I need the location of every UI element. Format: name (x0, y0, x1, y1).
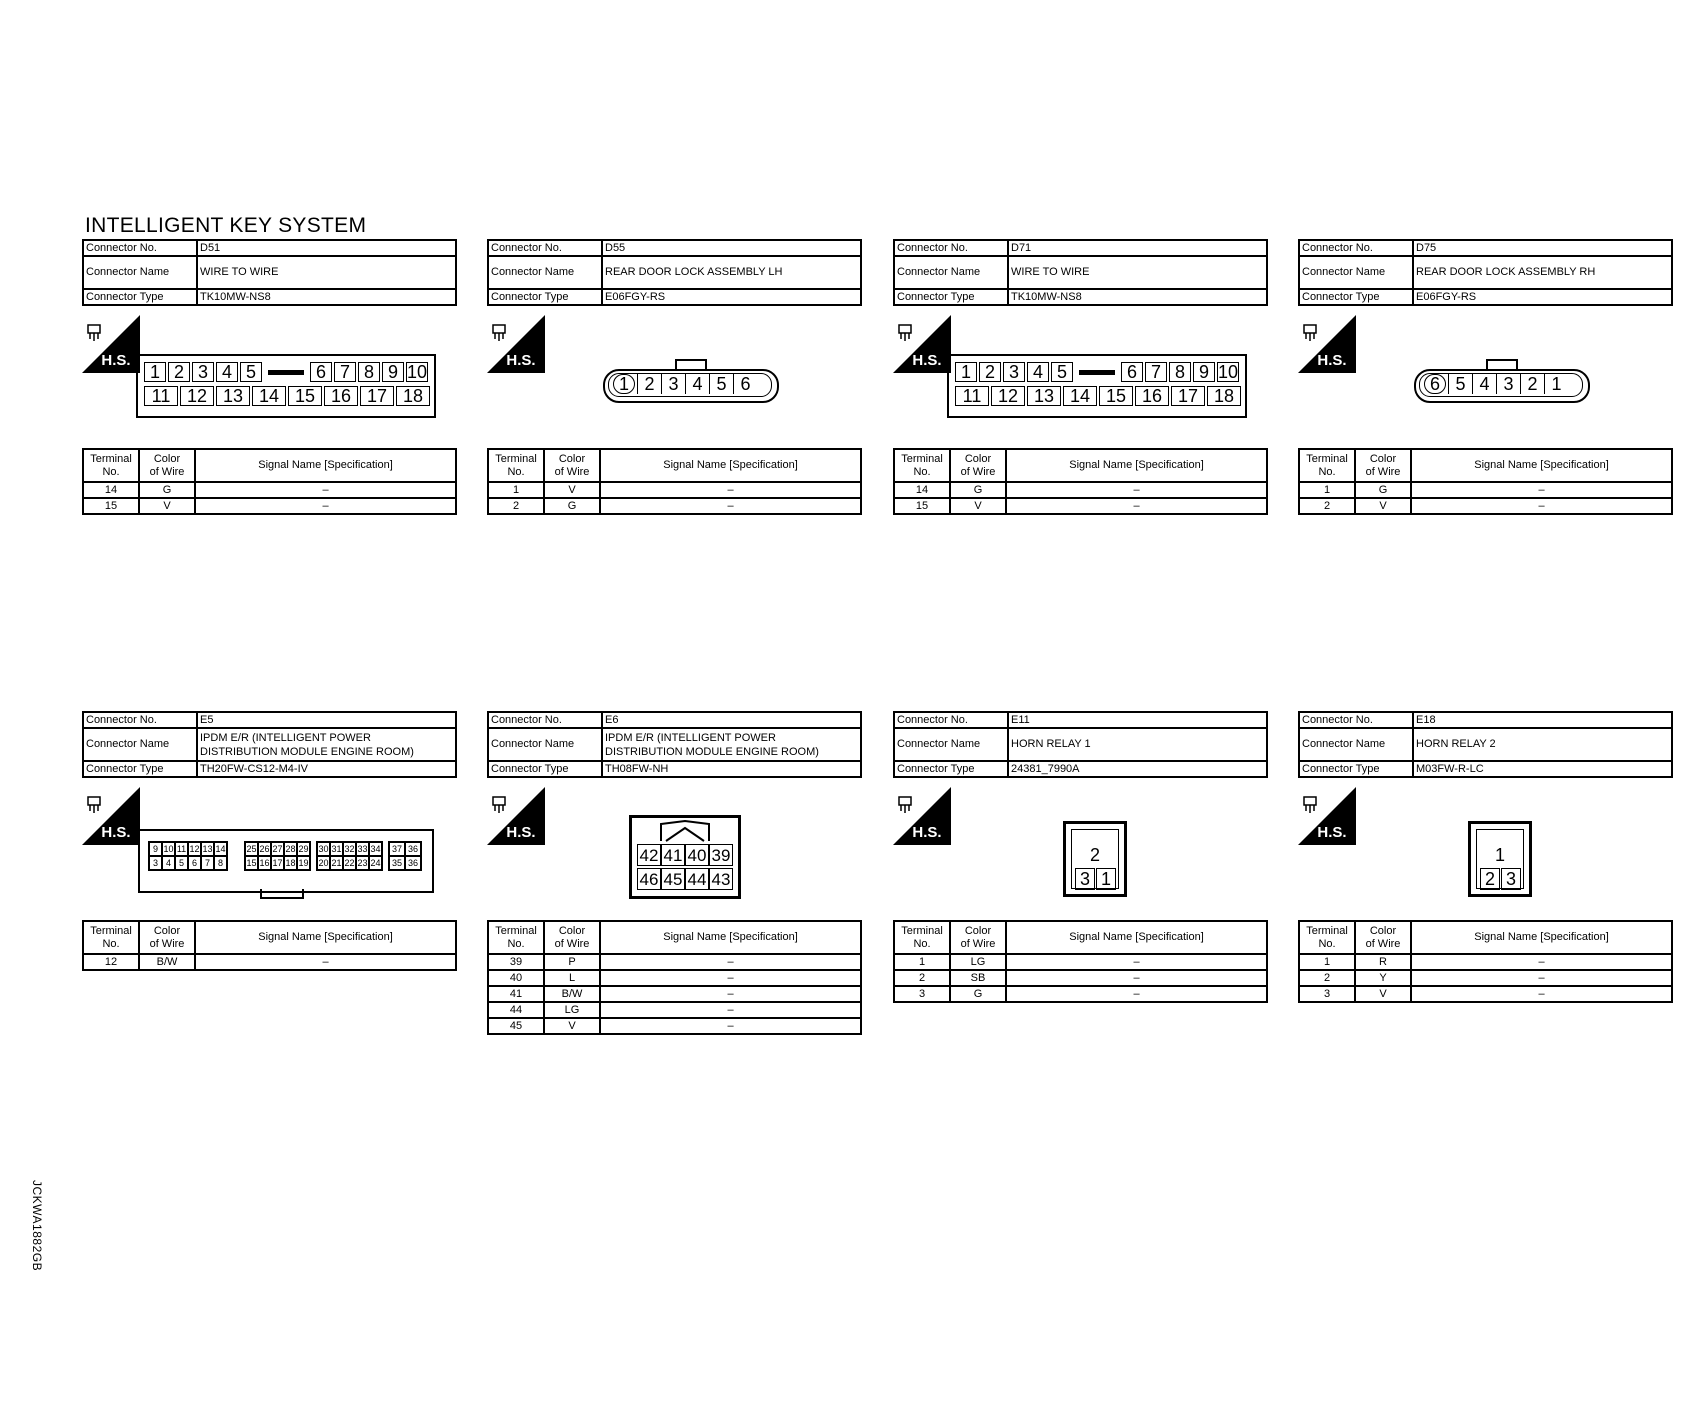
pin: 13 (216, 386, 250, 406)
pin: 3 (192, 362, 214, 382)
connector-block-d55 (487, 239, 862, 512)
pin: 6 (310, 362, 332, 382)
table-row: 2 V – (1299, 498, 1672, 514)
connector-no: E11 (1008, 712, 1267, 728)
pin: 1 (1544, 374, 1568, 394)
svg-text:H.S.: H.S. (912, 352, 942, 369)
harness-side-icon (1298, 787, 1356, 845)
pin-group: 37 36 35 36 (388, 841, 422, 871)
svg-text:H.S.: H.S. (912, 824, 942, 841)
table-row: 14 G – (894, 482, 1267, 498)
connector-name: REAR DOOR LOCK ASSEMBLY LH (602, 256, 861, 289)
table-row: 39 P – (488, 954, 861, 970)
table-row: 2 G – (488, 498, 861, 514)
pin: 2 (168, 362, 190, 382)
pin: 2 (1480, 868, 1500, 890)
pin: 17 (1171, 386, 1205, 406)
connector-block-d71 (893, 239, 1268, 512)
table-row: 15 V – (83, 498, 456, 514)
connector-face-3pin (1468, 821, 1532, 897)
pin: 11 (144, 386, 178, 406)
connector-name: WIRE TO WIRE (197, 256, 456, 289)
connector-face-3pin (1063, 821, 1127, 897)
pin: 1 (955, 362, 977, 382)
connector-face-36pin (138, 829, 434, 893)
locking-tab (660, 820, 710, 842)
connector-name: IPDM E/R (INTELLIGENT POWER DISTRIBUTION MODULE ENGINE ROOM) (197, 728, 456, 761)
connector-type: TK10MW-NS8 (1008, 289, 1267, 305)
page-title: INTELLIGENT KEY SYSTEM (85, 214, 367, 237)
table-row: 12 B/W – (83, 954, 456, 970)
table-row: 3 G – (894, 986, 1267, 1002)
pin: 13 (1027, 386, 1061, 406)
pin: 14 (1063, 386, 1097, 406)
pin: 45 (661, 868, 685, 890)
svg-text:H.S.: H.S. (101, 352, 131, 369)
connector-name: REAR DOOR LOCK ASSEMBLY RH (1413, 256, 1672, 289)
connector-block-d51 (82, 239, 457, 512)
svg-text:H.S.: H.S. (506, 352, 536, 369)
harness-side-icon (487, 315, 545, 373)
pin: 3 (1501, 868, 1521, 890)
connector-info-table: Connector No. E11 Connector Name HORN RELAY 1 Connector Type 24381_7990A (893, 711, 1268, 778)
pin: 5 (709, 374, 733, 394)
pin: 7 (1145, 362, 1167, 382)
pin: 1 (1096, 868, 1116, 890)
svg-text:H.S.: H.S. (1317, 824, 1347, 841)
connector-no: D71 (1008, 240, 1267, 256)
connector-face-6pin (1414, 369, 1590, 401)
pin: 3 (1003, 362, 1025, 382)
harness-side-icon (1298, 315, 1356, 373)
pin: 43 (709, 868, 733, 890)
connector-block-e5 (82, 711, 457, 968)
pin: 4 (685, 374, 709, 394)
pin: 6 (1121, 362, 1143, 382)
pin: 4 (216, 362, 238, 382)
connector-face-18pin (947, 354, 1247, 418)
pin: 42 (637, 844, 661, 866)
connector-block-e18 (1298, 711, 1673, 1000)
connector-no: E5 (197, 712, 456, 728)
table-row: 45 V – (488, 1018, 861, 1034)
pin: 1 (613, 374, 635, 394)
pin: 6 (733, 374, 757, 394)
pin: 2 (1089, 845, 1100, 865)
connector-info-table: Connector No. D55 Connector Name REAR DOOR LOCK ASSEMBLY LH Connector Type E06FGY-RS (487, 239, 862, 306)
pin: 18 (396, 386, 430, 406)
terminal-table: Terminal No. Color of Wire Signal Name [Specification] 14 G – 15 V – (893, 448, 1268, 515)
terminal-table: Terminal No. Color of Wire Signal Name [Specification] 12 B/W – (82, 920, 457, 971)
svg-text:H.S.: H.S. (506, 824, 536, 841)
table-row: 44 LG – (488, 1002, 861, 1018)
pin: 10 (1217, 362, 1239, 382)
connector-type: E06FGY-RS (602, 289, 861, 305)
table-row: 14 G – (83, 482, 456, 498)
terminal-table: Terminal No. Color of Wire Signal Name [Specification] 1 V – 2 G – (487, 448, 862, 515)
connector-face-6pin (603, 369, 779, 401)
connector-name: HORN RELAY 1 (1008, 728, 1267, 761)
pin-group: 25 26 27 28 29 15 16 17 18 19 (244, 841, 311, 871)
connector-block-e6 (487, 711, 862, 1032)
pin: 15 (1099, 386, 1133, 406)
connector-type: TH08FW-NH (602, 761, 861, 777)
pin: 39 (709, 844, 733, 866)
connector-type: E06FGY-RS (1413, 289, 1672, 305)
table-row: 1 G – (1299, 482, 1672, 498)
connector-no: D51 (197, 240, 456, 256)
pin: 16 (1135, 386, 1169, 406)
svg-text:H.S.: H.S. (1317, 352, 1347, 369)
pin: 16 (324, 386, 358, 406)
pin: 5 (1448, 374, 1472, 394)
connector-type: TH20FW-CS12-M4-IV (197, 761, 456, 777)
table-row: 2 Y – (1299, 970, 1672, 986)
pin: 6 (1424, 374, 1446, 394)
pin: 17 (360, 386, 394, 406)
connector-name: HORN RELAY 2 (1413, 728, 1672, 761)
pin: 2 (979, 362, 1001, 382)
connector-info-table: Connector No. D75 Connector Name REAR DOOR LOCK ASSEMBLY RH Connector Type E06FGY-RS (1298, 239, 1673, 306)
pin: 14 (252, 386, 286, 406)
pin: 2 (637, 374, 661, 394)
terminal-table: Terminal No. Color of Wire Signal Name [Specification] 1 R – 2 Y – 3 V – (1298, 920, 1673, 1003)
connector-no: D75 (1413, 240, 1672, 256)
table-row: 41 B/W – (488, 986, 861, 1002)
connector-face-8pin (629, 815, 741, 899)
pin: 18 (1207, 386, 1241, 406)
pin: 41 (661, 844, 685, 866)
table-row: 1 LG – (894, 954, 1267, 970)
connector-no: E18 (1413, 712, 1672, 728)
terminal-table: Terminal No. Color of Wire Signal Name [Specification] 1 G – 2 V – (1298, 448, 1673, 515)
figure-id: JCKWA1882GB (30, 1180, 44, 1272)
pin-group: 30 31 32 33 34 20 21 22 23 24 (316, 841, 383, 871)
table-row: 15 V – (894, 498, 1267, 514)
pin: 44 (685, 868, 709, 890)
connector-face-18pin (136, 354, 436, 418)
connector-block-e11 (893, 711, 1268, 1000)
table-row: 3 V – (1299, 986, 1672, 1002)
connector-info-table: Connector No. D71 Connector Name WIRE TO WIRE Connector Type TK10MW-NS8 (893, 239, 1268, 306)
svg-text:H.S.: H.S. (101, 824, 131, 841)
connector-info-table: Connector No. E18 Connector Name HORN RELAY 2 Connector Type M03FW-R-LC (1298, 711, 1673, 778)
pin: 4 (1472, 374, 1496, 394)
table-row: 1 V – (488, 482, 861, 498)
table-row: 40 L – (488, 970, 861, 986)
pin: 5 (240, 362, 262, 382)
pin: 8 (358, 362, 380, 382)
locking-tab (260, 889, 304, 899)
connector-no: D55 (602, 240, 861, 256)
pin: 9 (1193, 362, 1215, 382)
pin: 2 (1520, 374, 1544, 394)
key-bar (268, 370, 304, 375)
terminal-table: Terminal No. Color of Wire Signal Name [Specification] 1 LG – 2 SB – 3 G – (893, 920, 1268, 1003)
pin: 4 (1027, 362, 1049, 382)
pin: 7 (334, 362, 356, 382)
table-row: 2 SB – (894, 970, 1267, 986)
harness-side-icon (82, 787, 140, 845)
pin: 8 (1169, 362, 1191, 382)
pin: 11 (955, 386, 989, 406)
harness-side-icon (487, 787, 545, 845)
terminal-table: Terminal No. Color of Wire Signal Name [Specification] 14 G – 15 V – (82, 448, 457, 515)
pin: 1 (1494, 845, 1505, 865)
terminal-table: Terminal No. Color of Wire Signal Name [Specification] 39 P – 40 L – 41 B/W – 44 LG – 45 V – (487, 920, 862, 1035)
connector-info-table: Connector No. E5 Connector Name IPDM E/R (INTELLIGENT POWER DISTRIBUTION MODULE ENGINE ROOM) Connector Type TH20FW-CS12-M4-IV (82, 711, 457, 778)
pin: 1 (144, 362, 166, 382)
connector-type: 24381_7990A (1008, 761, 1267, 777)
pin: 12 (180, 386, 214, 406)
pin: 46 (637, 868, 661, 890)
table-row: 1 R – (1299, 954, 1672, 970)
pin: 3 (1075, 868, 1095, 890)
key-bar (1079, 370, 1115, 375)
connector-name: WIRE TO WIRE (1008, 256, 1267, 289)
connector-type: TK10MW-NS8 (197, 289, 456, 305)
connector-info-table: Connector No. E6 Connector Name IPDM E/R (INTELLIGENT POWER DISTRIBUTION MODULE ENGINE ROOM) Connector Type TH08FW-NH (487, 711, 862, 778)
pin: 10 (406, 362, 428, 382)
pin: 5 (1051, 362, 1073, 382)
connector-name: IPDM E/R (INTELLIGENT POWER DISTRIBUTION MODULE ENGINE ROOM) (602, 728, 861, 761)
pin-group: 9 10 11 12 13 14 3 4 5 6 7 8 (148, 841, 228, 871)
pin: 40 (685, 844, 709, 866)
pin: 15 (288, 386, 322, 406)
connector-type: M03FW-R-LC (1413, 761, 1672, 777)
pin: 3 (661, 374, 685, 394)
connector-no: E6 (602, 712, 861, 728)
pin: 9 (382, 362, 404, 382)
harness-side-icon (893, 787, 951, 845)
harness-side-icon (82, 315, 140, 373)
pin: 3 (1496, 374, 1520, 394)
connector-info-table: Connector No. D51 Connector Name WIRE TO WIRE Connector Type TK10MW-NS8 (82, 239, 457, 306)
pin: 12 (991, 386, 1025, 406)
harness-side-icon (893, 315, 951, 373)
connector-block-d75 (1298, 239, 1673, 512)
